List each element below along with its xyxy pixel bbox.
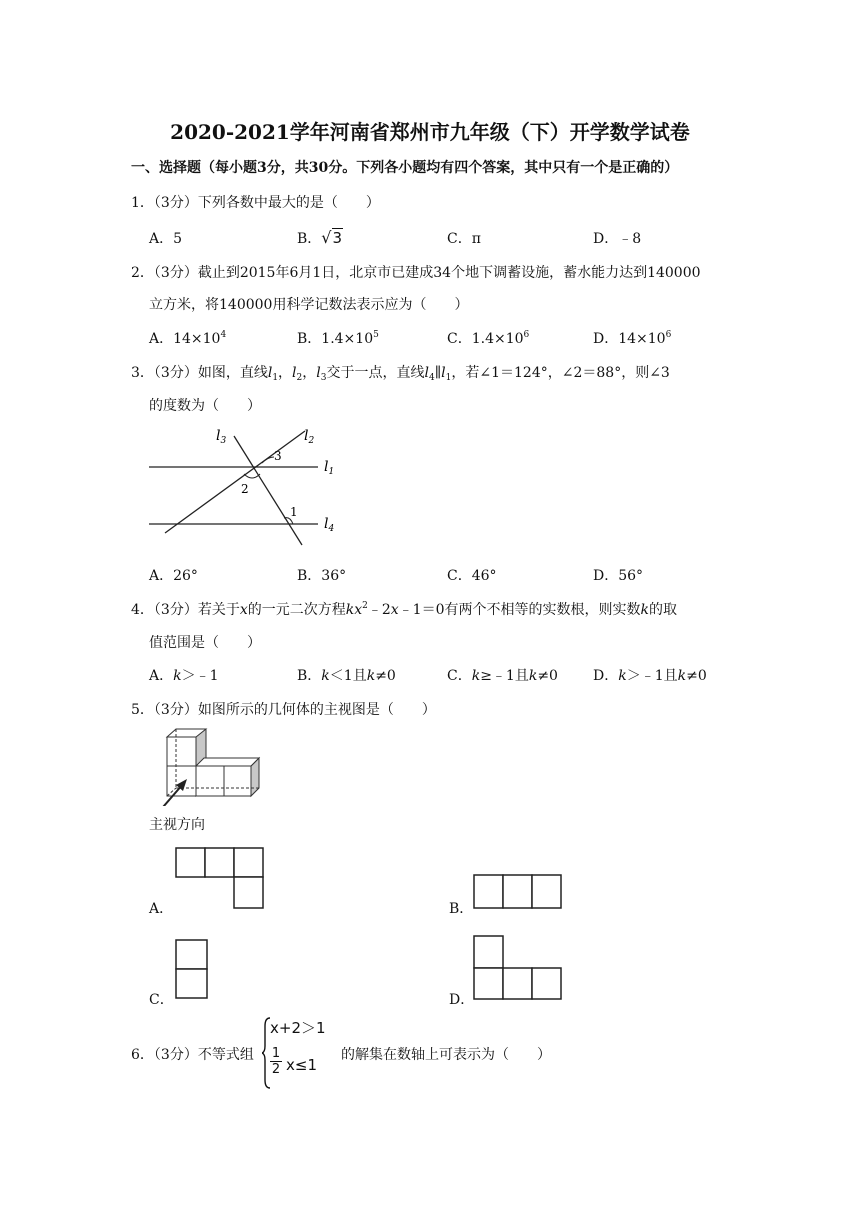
q5-option-a: A． [149,901,174,917]
q6-stem: 6．（3分）不等式组 [131,1047,254,1063]
q2-c-base: C．1.4×10 [447,331,524,347]
q2-d-exp: 6 [665,330,672,340]
q2-line2: 立方米，将140000用科学记数法表示应为（ ） [149,297,469,313]
q4-option-c [447,665,558,685]
view-square [176,848,205,877]
q3-text-2: 交于一点，直线 [326,365,425,381]
label-l3-sub: 3 [220,436,227,446]
q3-l4-sub: 4 [428,373,435,383]
q4-text-1: 4．（3分）若关于 [131,602,240,618]
q3-l3: l [316,365,321,381]
view-square [532,968,561,999]
view-square [205,848,234,877]
q5-option-a-figure [175,847,265,911]
q4-a-pre: A． [149,668,174,684]
q4-b-k: k [321,668,330,684]
q5-option-c: C． [149,992,174,1008]
label-l2: l [304,428,309,444]
label-l4-sub: 4 [328,524,335,534]
front-cube-middle [196,766,224,796]
sqrt-symbol: √ [321,228,332,247]
q3-l2: l [292,365,297,381]
q5-option-d-figure [473,935,563,1001]
q3-l4: l [424,365,429,381]
q3-parallel: ∥ [434,365,442,381]
q2-b-base: B．1.4×10 [297,331,374,347]
q4-a-post: ＞﹣1 [181,668,219,684]
q3-l3-sub: 3 [320,373,327,383]
view-square [474,968,503,999]
front-cube-top [167,737,196,766]
front-cube-right [224,766,251,796]
view-square [532,875,561,908]
q2-b-exp: 5 [373,330,379,340]
q4-text-2: 的一元二次方程 [247,602,346,618]
fraction-denominator: 2 [271,1062,281,1077]
svg-text:l4 [324,516,334,534]
q2-option-a [149,328,226,348]
inequality-1: x+2＞1 [270,1019,326,1037]
label-l3: l [216,428,221,444]
q4-d-mid: ＞﹣1且 [626,668,678,684]
label-l1: l [324,459,329,475]
q4-b-mid: ＜1且 [329,668,367,684]
q4-d-pre: D． [593,668,619,684]
view-direction-label: 主视方向 [149,817,205,833]
q3-figure [140,420,360,550]
q3-line1 [131,362,670,383]
q4-d-post: ≠0 [686,668,707,684]
q5-solid-figure [145,726,275,806]
q4-c-mid: ≥﹣1且 [480,668,529,684]
q4-option-a [149,665,219,685]
label-l2-sub: 2 [308,436,315,446]
q4-d-k2: k [677,668,687,684]
inequality-system [262,1016,334,1090]
q4-var-x3: x [390,602,399,618]
q5-option-d: D． [449,992,475,1008]
q4-option-d [593,665,707,685]
q3-line2: 的度数为（ ） [149,398,261,414]
q4-line1 [131,599,677,619]
svg-text:l1 [324,459,334,477]
q4-var-x: x [239,602,248,618]
q1-option-c: C．π [447,231,481,247]
section-heading: 一、选择题（每小题3分，共30分。下列各小题均有四个答案，其中只有一个是正确的） [131,160,679,176]
q3-comma-2: ， [302,365,317,381]
inequality-2: x≤1 [286,1056,317,1074]
angle-1-label: 1 [290,505,298,519]
svg-text:l3 [216,428,226,446]
q4-text-4: ﹣1＝0有两个不相等的实数根，则实数 [398,602,641,618]
q4-var-x2: x [354,602,363,618]
angle-2-label: 2 [241,482,249,496]
q2-c-exp: 6 [523,330,530,340]
view-square [503,968,532,999]
q3-l1b-sub: 1 [445,373,452,383]
q5-option-b: B． [449,901,474,917]
q3-comma-1: ， [278,365,293,381]
q4-c-post: ≠0 [537,668,558,684]
q4-var-k: k [345,602,355,618]
view-square [474,936,503,968]
q3-text-1: 3．（3分）如图，直线 [131,365,268,381]
q1-option-d: D．﹣8 [593,231,642,247]
q1-stem: 1．（3分）下列各数中最大的是（ ） [131,195,380,211]
q4-c-k: k [471,668,481,684]
view-square [176,969,207,998]
page-title: 2020-2021学年河南省郑州市九年级（下）开学数学试卷 [170,120,690,144]
q3-l1: l [267,365,273,381]
row-top-face [196,758,259,766]
q3-option-a: A．26° [149,568,198,584]
q2-option-c [447,328,529,348]
q2-a-exp: 4 [220,330,227,340]
view-square [503,875,532,908]
q6-stem-2: 的解集在数轴上可表示为（ ） [341,1047,551,1063]
q5-option-b-figure [473,874,563,910]
q4-text-3: ﹣2 [367,602,391,618]
q3-option-d: D．56° [593,568,644,584]
q4-a-k: k [173,668,182,684]
q5-stem: 5．（3分）如图所示的几何体的主视图是（ ） [131,702,436,718]
q2-option-b [297,328,379,348]
q4-c-k2: k [528,668,538,684]
q5-option-c-figure [175,939,209,1001]
view-square [474,875,503,908]
q4-d-k: k [618,668,627,684]
label-l4: l [324,516,329,532]
fraction-numerator: 1 [271,1046,281,1061]
view-square [176,940,207,969]
q4-var-k2: k [640,602,649,618]
q2-line1: 2．（3分）截止到2015年6月1日，北京市已建成34个地下调蓄设施，蓄水能力达到140000 [131,265,701,281]
angle-3-label: 3 [274,449,282,463]
q3-l1-sub: 1 [272,373,279,383]
q3-l2-sub: 2 [296,373,303,383]
q1-option-b-prefix: B． [297,231,322,247]
q2-a-base: A．14×10 [149,331,221,347]
q1-option-b-radicand: 3 [332,229,343,247]
q4-b-pre: B． [297,668,322,684]
q3-text-3: ，若∠1＝124°，∠2＝88°，则∠3 [451,365,670,381]
q2-d-base: D．14×10 [593,331,666,347]
q4-b-k2: k [366,668,376,684]
q3-l1b: l [441,365,446,381]
q3-option-c: C．46° [447,568,497,584]
q3-option-b: B．36° [297,568,347,584]
view-square [234,877,263,908]
q4-text-5: 的取 [649,602,677,618]
q4-line2: 值范围是（ ） [149,635,261,651]
view-square [234,848,263,877]
q4-square: 2 [362,601,368,611]
q2-option-d [593,328,671,348]
fraction-one-half [270,1046,282,1077]
q1-option-a: A．5 [149,231,183,247]
q1-option-b [297,228,343,248]
label-l1-sub: 1 [328,467,335,477]
q4-c-pre: C． [447,668,472,684]
svg-text:l2 [304,428,314,446]
q4-option-b [297,665,396,685]
q4-b-post: ≠0 [375,668,396,684]
